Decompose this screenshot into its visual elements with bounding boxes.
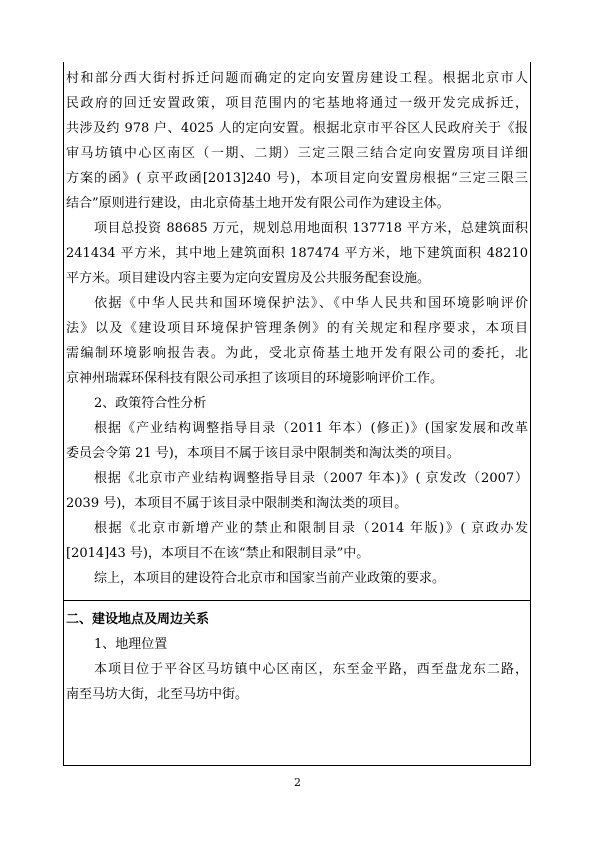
text-line: 需编制环境影响报告表。为此，受北京倚基土地开发有限公司的委托，北 [66,346,528,361]
text-line: 2039 号)，本项目不属于该目录中限制类和淘汰类的项目。 [66,496,408,511]
text-line: 委员会令第 21 号)，本项目不属于该目录中限制类和淘汰类的项目。 [66,446,460,461]
page-number: 2 [294,776,301,789]
text-line: 民政府的回迁安置政策，项目范围内的宅基地将通过一级开发完成拆迁， [66,96,528,111]
text-line: 平方米。项目建设内容主要为定向安置房及公共服务配套设施。 [66,271,431,286]
paragraph-beijing-catalog [66,466,528,516]
text-line: [2014]43 号)，本项目不在该“禁止和限制目录”中。 [66,546,370,561]
text-line: 法》以及《建设项目环境保护管理条例》的有关规定和程序要求，本项目 [66,321,528,336]
paragraph-relocation-background [66,66,528,216]
paragraph-investment [66,216,528,291]
text-line: 综上，本项目的建设符合北京市和国家当前产业政策的要求。 [94,571,446,586]
text-line: 项目总投资 88685 万元，规划总用地面积 137718 平方米，总建筑面积 [94,221,528,236]
text-line: 村和部分西大街村拆迁问题而确定的定向安置房建设工程。根据北京市人 [66,71,528,86]
text-line: 南至马坊大街，北至马坊中街。 [66,687,249,702]
text-line: 241434 平方米，其中地上建筑面积 187474 平方米，地下建筑面积 48210 [66,246,528,261]
text-line: 结合”原则进行建设，由北京倚基土地开发有限公司作为建设主体。 [66,196,450,211]
paragraph-restriction-catalog [66,516,528,566]
paragraph-national-catalog [66,416,528,466]
section-title-policy: 2、政策符合性分析 [94,396,207,411]
document-body [66,66,528,707]
paragraph-conclusion [66,566,528,591]
subsection-title-geography: 1、地理位置 [94,637,168,652]
text-line: 京神州瑞霖环保科技有限公司承担了该项目的环境影响评价工作。 [66,371,444,386]
section-heading-location: 二、建设地点及周边关系 [66,612,210,627]
text-line: 本项目位于平谷区马坊镇中心区南区，东至金平路，西至盘龙东二路， [94,662,528,677]
text-line: 方案的函》( 京平政函[2013]240 号)，本项目定向安置房根据“三定三限三 [66,171,528,186]
paragraph-legal-basis [66,291,528,391]
text-line: 根据《北京市新增产业的禁止和限制目录（2014 年版)》( 京政办发 [94,521,528,536]
section-divider [63,600,531,601]
text-line: 审马坊镇中心区南区（一期、二期）三定三限三结合定向安置房项目详细 [66,146,528,161]
text-line: 共涉及约 978 户、4025 人的定向安置。根据北京市平谷区人民政府关于《报 [66,121,528,136]
paragraph-location [66,657,528,707]
text-line: 根据《北京市产业结构调整指导目录（2007 年本)》( 京发改（2007） [94,471,528,486]
text-line: 根据《产业结构调整指导目录（2011 年本）(修正)》(国家发展和改革 [94,421,528,436]
text-line: 依据《中华人民共和国环境保护法》、《中华人民共和国环境影响评价 [94,296,528,311]
